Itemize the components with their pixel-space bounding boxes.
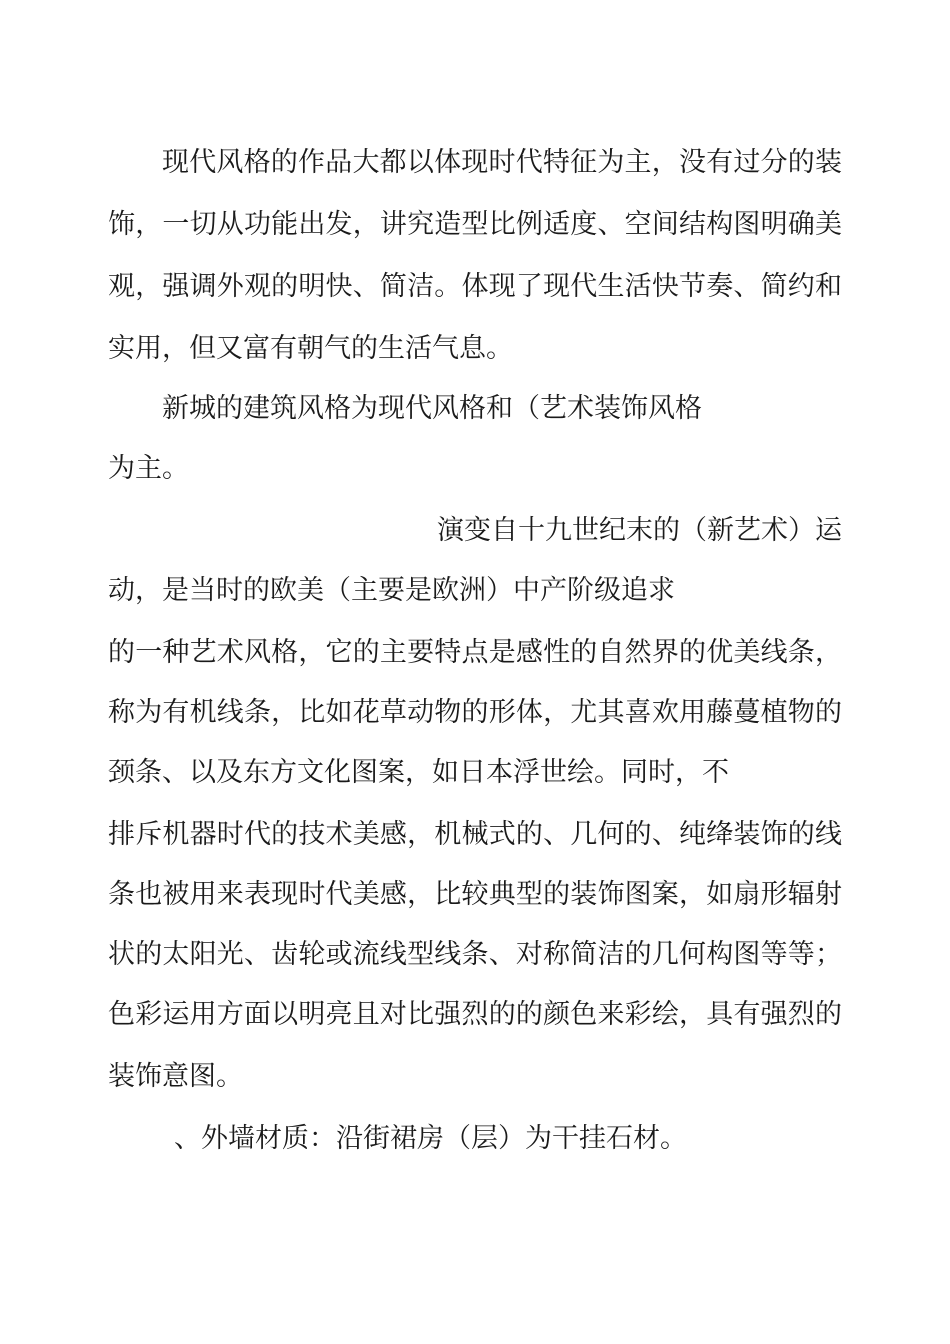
paragraph-1-line-3: 观，强调外观的明快、简洁。体现了现代生活快节奏、简约和 xyxy=(108,271,842,302)
paragraph-3-line-4: 称为有机线条，比如花草动物的形体，尤其喜欢用藤蔓植物的 xyxy=(108,697,842,728)
paragraph-3-line-7: 条也被用来表现时代美感，比较典型的装饰图案，如扇形辐射 xyxy=(108,879,842,910)
paragraph-4-line-1: 、外墙材质：沿街裙房（层）为干挂石材。 xyxy=(174,1123,687,1154)
paragraph-3-line-9: 色彩运用方面以明亮且对比强烈的的颜色来彩绘，具有强烈的 xyxy=(108,999,842,1030)
paragraph-1-line-1: 现代风格的作品大都以体现时代特征为主，没有过分的装 xyxy=(162,147,842,178)
paragraph-3-line-6: 排斥机器时代的技术美感，机械式的、几何的、纯绛装饰的线 xyxy=(108,819,842,850)
paragraph-3-line-2: 动，是当时的欧美（主要是欧洲）中产阶级追求 xyxy=(108,575,675,606)
paragraph-3-line-8: 状的太阳光、齿轮或流线型线条、对称简洁的几何构图等等； xyxy=(108,939,842,970)
paragraph-3-line-5: 颈条、以及东方文化图案，如日本浮世绘。同时，不 xyxy=(108,757,729,788)
paragraph-1-line-2: 饰，一切从功能出发，讲究造型比例适度、空间结构图明确美 xyxy=(108,209,842,240)
paragraph-2-line-1: 新城的建筑风格为现代风格和（艺术装饰风格 xyxy=(162,393,702,424)
paragraph-3-line-1: 演变自十九世纪末的（新艺术）运 xyxy=(437,515,842,546)
paragraph-3-line-10: 装饰意图。 xyxy=(108,1061,243,1092)
paragraph-3-line-3: 的一种艺术风格，它的主要特点是感性的自然界的优美线条， xyxy=(108,637,842,668)
paragraph-1-line-4: 实用，但又富有朝气的生活气息。 xyxy=(108,333,513,364)
paragraph-2-line-2: 为主。 xyxy=(108,453,189,484)
